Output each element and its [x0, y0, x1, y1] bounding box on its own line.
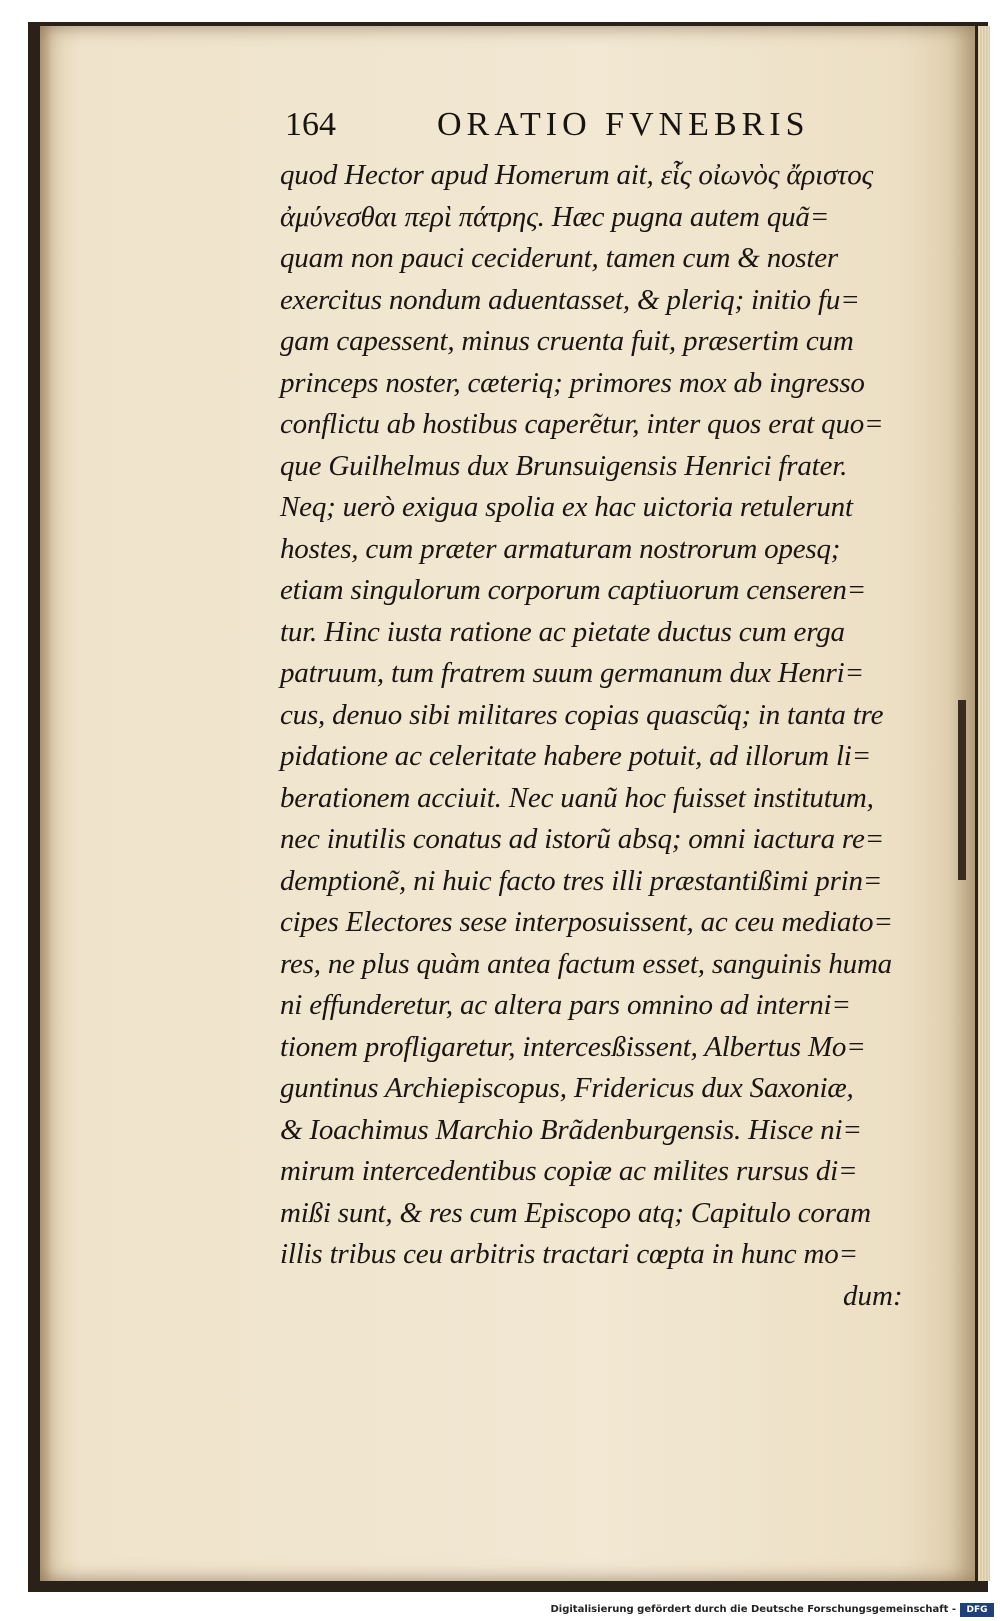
- page-edge: [978, 26, 990, 1581]
- page-number: 164: [285, 106, 336, 143]
- text-line: quod Hector apud Homerum ait, εἷς οἰωνὸς ἄριστος: [280, 159, 874, 191]
- text-line: exercitus nondum aduentasset, & pleriq; initio fu=: [280, 283, 860, 316]
- text-line: patruum, tum fratrem suum germanum dux Henri=: [280, 657, 864, 689]
- text-line: que Guilhelmus dux Brunsuigensis Henrici frater.: [280, 449, 848, 482]
- text-line: guntinus Archiepiscopus, Fridericus dux Saxoniæ,: [280, 1072, 854, 1104]
- text-line: berationem acciuit. Nec uanũ hoc fuisset institutum,: [280, 781, 874, 814]
- text-line: cus, denuo sibi militares copias quascũq; in tanta tre: [280, 698, 884, 731]
- text-line: cipes Electores sese interposuissent, ac ceu mediato=: [280, 906, 893, 938]
- text-line: demptionẽ, ni huic facto tres illi præstantißimi prin=: [280, 864, 883, 897]
- text-line: res, ne plus quàm antea factum esset, sanguinis huma: [280, 947, 892, 980]
- running-title: ORATIO FVNEBRIS: [437, 106, 810, 143]
- text-line: tionem profligaretur, intercesßissent, Albertus Mo=: [280, 1030, 866, 1063]
- text-line: ni effunderetur, ac altera pars omnino ad interni=: [280, 989, 851, 1021]
- text-line: Neq; uerò exigua spolia ex hac uictoria retulerunt: [280, 491, 853, 523]
- text-line: hostes, cum præter armaturam nostrorum opesq;: [280, 532, 841, 565]
- binding-mark: [958, 700, 966, 880]
- text-line: & Ioachimus Marchio Brãdenburgensis. Hisce ni=: [280, 1113, 862, 1146]
- text-line: quam non pauci ceciderunt, tamen cum & noster: [280, 242, 839, 274]
- page-header: [285, 92, 845, 152]
- text-line: gam capessent, minus cruenta fuit, præsertim cum: [280, 325, 854, 357]
- text-line: pidatione ac celeritate habere potuit, ad illorum li=: [280, 740, 872, 772]
- text-line: mirum intercedentibus copiæ ac milites rursus di=: [280, 1155, 858, 1187]
- dfg-logo: DFG: [960, 1603, 994, 1617]
- text-line: etiam singulorum corporum captiuorum censeren=: [280, 574, 867, 606]
- funding-credit: Digitalisierung gefördert durch die Deutsche Forschungsgemeinschaft -: [550, 1604, 956, 1615]
- catchword: dum:: [843, 1280, 903, 1312]
- text-line: conflictu ab hostibus caperẽtur, inter quos erat quo=: [280, 408, 884, 440]
- text-line: ἀμύνεσθαι περὶ πάτρης. Hæc pugna autem quã=: [280, 200, 830, 233]
- text-line: tur. Hinc iusta ratione ac pietate ductus cum erga: [280, 615, 845, 648]
- text-line: illis tribus ceu arbitris tractari cœpta in hunc mo=: [280, 1238, 858, 1270]
- text-line: nec inutilis conatus ad istorũ absq; omni iactura re=: [280, 823, 884, 855]
- body-text: [280, 155, 935, 1276]
- text-line: princeps noster, cæteriq; primores mox ab ingresso: [280, 366, 865, 399]
- text-line: mißi sunt, & res cum Episcopo atq; Capitulo coram: [280, 1196, 871, 1229]
